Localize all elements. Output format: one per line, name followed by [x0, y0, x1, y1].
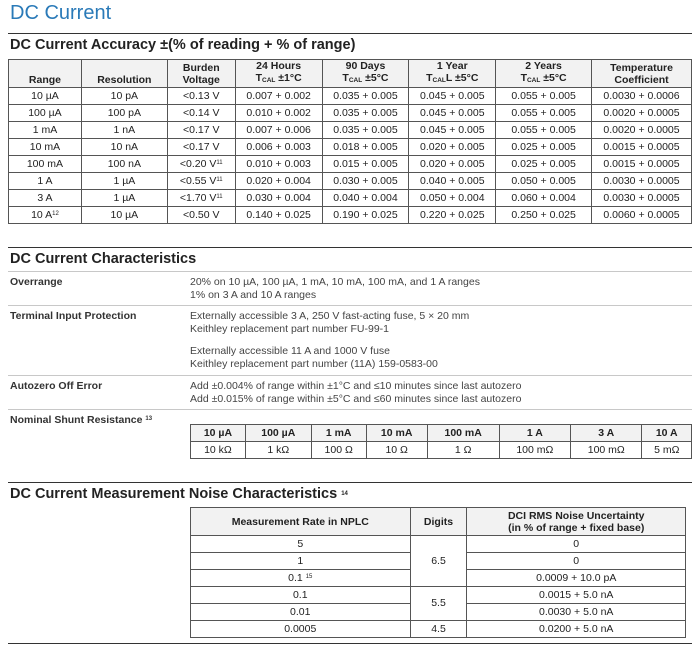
shunt-range-row — [191, 425, 692, 442]
table-row — [9, 139, 692, 156]
header-90d: 90 Days $T_{CAL} \pm 5^\circ C$ — [322, 60, 409, 88]
cell-temp-coef: 0.0030 + 0.0005 — [592, 173, 692, 190]
cell-uncertainty: 0.0200 + 5.0 nA — [467, 621, 686, 638]
shunt-range: 1 mA — [311, 425, 366, 442]
cell-resolution: 1 µA — [81, 173, 167, 190]
header-temp-coef: Temperature Coefficient — [592, 60, 692, 88]
cell-2y: 0.025 + 0.005 — [496, 156, 592, 173]
overrange-label: Overrange — [10, 276, 63, 288]
cell-range: 1 A — [9, 173, 82, 190]
autozero-value: Add ±0.004% of range within ±1°C and ≤10 minutes since last autozero Add ±0.015% of range within ±5°C and ≤60 minutes since last autozero — [190, 380, 522, 405]
cell-uncertainty: 0 — [467, 553, 686, 570]
shunt-value: 5 mΩ — [642, 442, 692, 459]
shunt-value: 1 Ω — [427, 442, 499, 459]
header-1y: 1 Year $T_{CAL}L \pm 5^\circ C$ — [409, 60, 496, 88]
accuracy-header-row — [9, 60, 692, 88]
header-uncertainty: DCI RMS Noise Uncertainty (in % of range + fixed base) — [467, 508, 686, 536]
shunt-range: 10 mA — [366, 425, 427, 442]
cell-range: 10 $A^{12}$ — [9, 207, 82, 224]
cell-temp-coef: 0.0060 + 0.0005 — [592, 207, 692, 224]
cell-range: 1 mA — [9, 122, 82, 139]
cell-range: 10 µA — [9, 88, 82, 105]
cell-2y: 0.250 + 0.025 — [496, 207, 592, 224]
cell-burden: <0.50 V — [167, 207, 235, 224]
shunt-range: 100 µA — [245, 425, 311, 442]
cell-digits: 6.5 — [410, 536, 467, 587]
shunt-range: 1 A — [499, 425, 570, 442]
cell-uncertainty: 0.0015 + 5.0 nA — [467, 587, 686, 604]
divider — [8, 305, 692, 306]
noise-title: DC Current Measurement Noise Characteristics $^{14}$ — [10, 486, 348, 502]
table-row — [9, 88, 692, 105]
cell-uncertainty: 0 — [467, 536, 686, 553]
header-range: Range — [9, 60, 82, 88]
cell-range: 10 mA — [9, 139, 82, 156]
cell-1y: 0.040 + 0.005 — [409, 173, 496, 190]
characteristics-title: DC Current Characteristics — [10, 251, 197, 267]
cell-24h: 0.007 + 0.002 — [235, 88, 322, 105]
cell-90d: 0.035 + 0.005 — [322, 122, 409, 139]
cell-temp-coef: 0.0020 + 0.0005 — [592, 105, 692, 122]
cell-temp-coef: 0.0020 + 0.0005 — [592, 122, 692, 139]
shunt-range: 3 A — [571, 425, 642, 442]
cell-1y: 0.220 + 0.025 — [409, 207, 496, 224]
terminal-protection-value: Externally accessible 3 A, 250 V fast-acting fuse, 5 × 20 mm Keithley replacement part number FU-99-1 Externally accessible 11 A and 1000 V fuse Keithley replacement part number (11A) 159-0583-00 — [190, 310, 470, 370]
cell-24h: 0.010 + 0.002 — [235, 105, 322, 122]
shunt-table — [190, 424, 692, 459]
cell-90d: 0.035 + 0.005 — [322, 88, 409, 105]
shunt-value: 100 mΩ — [571, 442, 642, 459]
cell-resolution: 10 pA — [81, 88, 167, 105]
shunt-value: 10 Ω — [366, 442, 427, 459]
cell-2y: 0.050 + 0.005 — [496, 173, 592, 190]
cell-90d: 0.015 + 0.005 — [322, 156, 409, 173]
cell-resolution: 1 µA — [81, 190, 167, 207]
table-row — [9, 207, 692, 224]
shunt-value: 100 Ω — [311, 442, 366, 459]
cell-90d: 0.035 + 0.005 — [322, 105, 409, 122]
autozero-label: Autozero Off Error — [10, 380, 103, 392]
divider — [8, 409, 692, 410]
cell-24h: 0.007 + 0.006 — [235, 122, 322, 139]
shunt-range: 10 A — [642, 425, 692, 442]
cell-range: 100 mA — [9, 156, 82, 173]
accuracy-title: DC Current Accuracy ±(% of reading + % of range) — [10, 37, 356, 53]
header-burden: Burden Voltage — [167, 60, 235, 88]
cell-uncertainty: 0.0030 + 5.0 nA — [467, 604, 686, 621]
cell-digits: 4.5 — [410, 621, 467, 638]
header-digits: Digits — [410, 508, 467, 536]
cell-90d: 0.030 + 0.005 — [322, 173, 409, 190]
cell-resolution: 10 µA — [81, 207, 167, 224]
table-row — [9, 173, 692, 190]
cell-1y: 0.050 + 0.004 — [409, 190, 496, 207]
cell-nplc: 0.1 $^{15}$ — [191, 570, 411, 587]
cell-90d: 0.190 + 0.025 — [322, 207, 409, 224]
cell-burden: <0.13 V — [167, 88, 235, 105]
shunt-value: 10 kΩ — [191, 442, 246, 459]
section-rule — [8, 643, 692, 644]
overrange-value: 20% on 10 µA, 100 µA, 1 mA, 10 mA, 100 mA, and 1 A ranges 1% on 3 A and 10 A ranges — [190, 276, 480, 301]
cell-2y: 0.025 + 0.005 — [496, 139, 592, 156]
shunt-range: 10 µA — [191, 425, 246, 442]
cell-24h: 0.140 + 0.025 — [235, 207, 322, 224]
cell-90d: 0.040 + 0.004 — [322, 190, 409, 207]
header-resolution: Resolution — [81, 60, 167, 88]
cell-2y: 0.055 + 0.005 — [496, 88, 592, 105]
terminal-protection-label: Terminal Input Protection — [10, 310, 137, 322]
table-row — [9, 122, 692, 139]
cell-nplc: 0.01 — [191, 604, 411, 621]
cell-temp-coef: 0.0030 + 0.0006 — [592, 88, 692, 105]
section-rule — [8, 482, 692, 483]
cell-burden: <1.70 $V^{11}$ — [167, 190, 235, 207]
cell-2y: 0.060 + 0.004 — [496, 190, 592, 207]
section-rule — [8, 247, 692, 248]
cell-temp-coef: 0.0030 + 0.0005 — [592, 190, 692, 207]
cell-nplc: 0.0005 — [191, 621, 411, 638]
cell-24h: 0.030 + 0.004 — [235, 190, 322, 207]
shunt-value: 1 kΩ — [245, 442, 311, 459]
shunt-value: 100 mΩ — [499, 442, 570, 459]
cell-burden: <0.14 V — [167, 105, 235, 122]
cell-nplc: 5 — [191, 536, 411, 553]
shunt-value-row — [191, 442, 692, 459]
divider — [8, 375, 692, 376]
cell-1y: 0.020 + 0.005 — [409, 139, 496, 156]
divider — [8, 271, 692, 272]
table-row — [191, 621, 686, 638]
cell-1y: 0.045 + 0.005 — [409, 88, 496, 105]
cell-24h: 0.010 + 0.003 — [235, 156, 322, 173]
cell-2y: 0.055 + 0.005 — [496, 105, 592, 122]
noise-header-row — [191, 508, 686, 536]
cell-24h: 0.020 + 0.004 — [235, 173, 322, 190]
page-title: DC Current — [10, 2, 112, 24]
cell-burden: <0.17 V — [167, 122, 235, 139]
cell-1y: 0.020 + 0.005 — [409, 156, 496, 173]
table-row — [9, 190, 692, 207]
table-row — [191, 536, 686, 553]
table-row — [9, 105, 692, 122]
cell-uncertainty: 0.0009 + 10.0 pA — [467, 570, 686, 587]
cell-24h: 0.006 + 0.003 — [235, 139, 322, 156]
cell-90d: 0.018 + 0.005 — [322, 139, 409, 156]
table-row — [9, 156, 692, 173]
cell-digits: 5.5 — [410, 587, 467, 621]
table-row — [191, 587, 686, 604]
cell-burden: <0.17 V — [167, 139, 235, 156]
cell-2y: 0.055 + 0.005 — [496, 122, 592, 139]
cell-nplc: 0.1 — [191, 587, 411, 604]
cell-1y: 0.045 + 0.005 — [409, 122, 496, 139]
cell-burden: <0.20 $V^{11}$ — [167, 156, 235, 173]
cell-resolution: 100 nA — [81, 156, 167, 173]
header-nplc: Measurement Rate in NPLC — [191, 508, 411, 536]
cell-resolution: 1 nA — [81, 122, 167, 139]
cell-resolution: 100 pA — [81, 105, 167, 122]
header-2y: 2 Years $T_{CAL} \pm 5^\circ C$ — [496, 60, 592, 88]
shunt-label: Nominal Shunt Resistance $^{13}$ — [10, 414, 153, 426]
cell-range: 3 A — [9, 190, 82, 207]
section-rule — [8, 33, 692, 34]
cell-nplc: 1 — [191, 553, 411, 570]
cell-temp-coef: 0.0015 + 0.0005 — [592, 139, 692, 156]
cell-temp-coef: 0.0015 + 0.0005 — [592, 156, 692, 173]
noise-table — [190, 507, 686, 638]
cell-resolution: 10 nA — [81, 139, 167, 156]
shunt-range: 100 mA — [427, 425, 499, 442]
accuracy-table — [8, 59, 692, 224]
header-24h: 24 Hours $T_{CAL} \pm 1^\circ C$ — [235, 60, 322, 88]
cell-range: 100 µA — [9, 105, 82, 122]
cell-1y: 0.045 + 0.005 — [409, 105, 496, 122]
cell-burden: <0.55 $V^{11}$ — [167, 173, 235, 190]
